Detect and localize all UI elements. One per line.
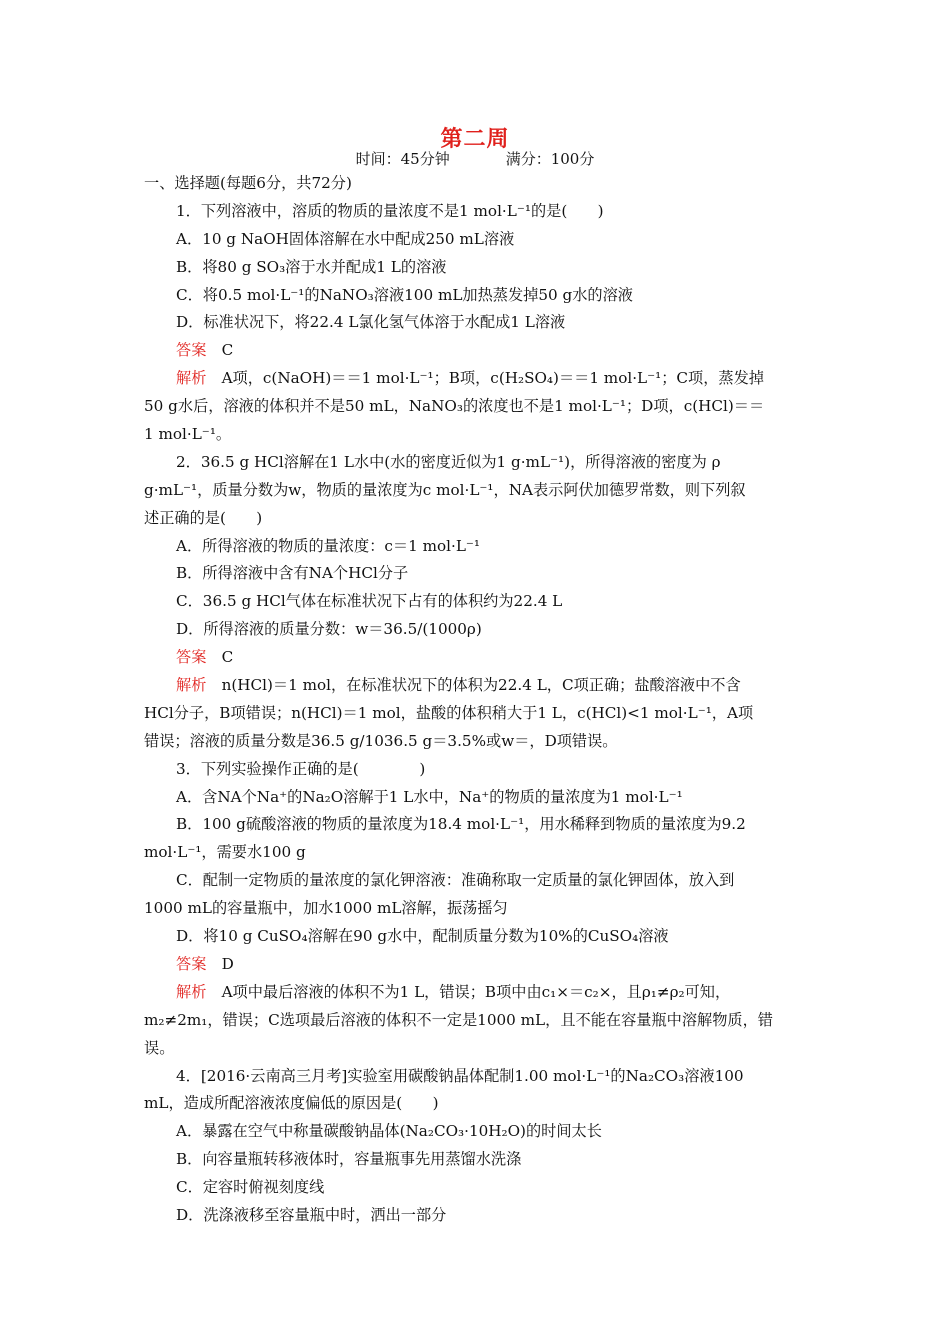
question-4-option-a: A．暴露在空气中称量碳酸钠晶体(Na₂CO₃·10H₂O)的时间太长	[176, 1122, 602, 1141]
question-1-stem: 1．下列溶液中，溶质的物质的量浓度不是1 mol·L⁻¹的是( )	[176, 201, 604, 220]
question-2-option-c: C．36.5 g HCl气体在标准状况下占有的体积约为22.4 L	[176, 592, 563, 611]
question-2-stem-cont: 述正确的是( )	[144, 508, 263, 527]
answer-value: D	[221, 954, 234, 973]
question-3-option-d: D．将10 g CuSO₄溶解在90 g水中，配制质量分数为10%的CuSO₄溶液	[176, 927, 669, 946]
answer-label: 答案	[176, 648, 207, 667]
question-1-answer	[144, 337, 810, 365]
question-2-stem-cont: g·mL⁻¹，质量分数为w，物质的量浓度为c mol·L⁻¹，NA表示阿伏加德罗常数，则下列叙	[144, 480, 746, 499]
document-body	[144, 170, 810, 1230]
question-3-analysis-cont: 误。	[144, 1038, 175, 1057]
question-3-option-a: A．含NA个Na⁺的Na₂O溶解于1 L水中，Na⁺的物质的量浓度为1 mol·L⁻¹	[176, 787, 683, 806]
answer-label: 答案	[176, 341, 207, 360]
question-4-stem-cont: mL，造成所配溶液浓度偏低的原因是( )	[144, 1094, 439, 1113]
question-2-stem: 2．36.5 g HCl溶解在1 L水中(水的密度近似为1 g·mL⁻¹)，所得溶液的密度为 ρ	[176, 452, 721, 471]
question-2-analysis-cont: HCl分子，B项错误；n(HCl)＝1 mol，盐酸的体积稍大于1 L，c(HCl)<1 mol·L⁻¹，A项	[144, 703, 754, 722]
analysis-text: n(HCl)＝1 mol，在标准状况下的体积为22.4 L，C项正确；盐酸溶液中不含	[221, 676, 741, 695]
question-4-option-b: B．向容量瓶转移液体时，容量瓶事先用蒸馏水洗涤	[176, 1150, 522, 1169]
exam-meta	[0, 148, 950, 169]
question-3-answer	[144, 951, 810, 979]
question-1-analysis	[144, 365, 810, 393]
section-heading: 一、选择题(每题6分，共72分)	[144, 174, 352, 192]
question-2-answer	[144, 644, 810, 672]
question-2-analysis	[144, 672, 810, 700]
full-score: 满分：100分	[505, 150, 595, 168]
question-4-option-c: C．定容时俯视刻度线	[176, 1178, 325, 1197]
question-2-option-d: D．所得溶液的质量分数：w＝36.5/(1000ρ)	[176, 620, 482, 639]
answer-label: 答案	[176, 954, 207, 973]
question-3-option-b-cont: mol·L⁻¹，需要水100 g	[144, 843, 306, 862]
answer-value: C	[221, 648, 234, 667]
analysis-label: 解析	[176, 982, 207, 1001]
question-4-option-d: D．洗涤液移至容量瓶中时，洒出一部分	[176, 1205, 447, 1224]
question-2-option-a: A．所得溶液的物质的量浓度：c＝1 mol·L⁻¹	[176, 536, 481, 555]
question-3-analysis	[144, 979, 810, 1007]
question-3-option-c: C．配制一定物质的量浓度的氯化钾溶液：准确称取一定质量的氯化钾固体，放入到	[176, 871, 735, 890]
analysis-text: A项中最后溶液的体积不为1 L，错误；B项中由c₁×＝c₂×，且ρ₁≠ρ₂可知，	[221, 982, 731, 1001]
question-1-option-a: A．10 g NaOH固体溶解在水中配成250 mL溶液	[176, 229, 515, 248]
analysis-label: 解析	[176, 369, 207, 388]
analysis-label: 解析	[176, 676, 207, 695]
question-1-option-c: C．将0.5 mol·L⁻¹的NaNO₃溶液100 mL加热蒸发掉50 g水的溶液	[176, 285, 633, 304]
question-1-option-b: B．将80 g SO₃溶于水并配成1 L的溶液	[176, 257, 447, 276]
question-3-option-c-cont: 1000 mL的容量瓶中，加水1000 mL溶解，振荡摇匀	[144, 899, 508, 918]
question-2-analysis-cont: 错误；溶液的质量分数是36.5 g/1036.5 g＝3.5%或w＝，D项错误。	[144, 731, 618, 750]
analysis-text: A项，c(NaOH)＝＝1 mol·L⁻¹；B项，c(H₂SO₄)＝＝1 mol·L⁻¹；C项，蒸发掉	[221, 369, 764, 388]
page-title: 第二周	[440, 126, 510, 152]
question-4-stem: 4．[2016·云南高三月考]实验室用碳酸钠晶体配制1.00 mol·L⁻¹的Na₂CO₃溶液100	[176, 1066, 744, 1085]
question-3-option-b: B．100 g硫酸溶液的物质的量浓度为18.4 mol·L⁻¹，用水稀释到物质的量浓度为9.2	[176, 815, 746, 834]
question-1-analysis-cont: 1 mol·L⁻¹。	[144, 425, 232, 444]
question-2-option-b: B．所得溶液中含有NA个HCl分子	[176, 564, 409, 583]
question-3-stem: 3．下列实验操作正确的是( )	[176, 759, 426, 778]
question-1-option-d: D．标准状况下，将22.4 L氯化氢气体溶于水配成1 L溶液	[176, 313, 566, 332]
time-limit: 时间：45分钟	[355, 150, 450, 168]
question-3-analysis-cont: m₂≠2m₁，错误；C选项最后溶液的体积不一定是1000 mL，且不能在容量瓶中溶解物质，错	[144, 1010, 773, 1029]
answer-value: C	[221, 341, 234, 360]
question-1-analysis-cont: 50 g水后，溶液的体积并不是50 mL，NaNO₃的浓度也不是1 mol·L⁻¹；D项，c(HCl)＝＝	[144, 397, 765, 416]
